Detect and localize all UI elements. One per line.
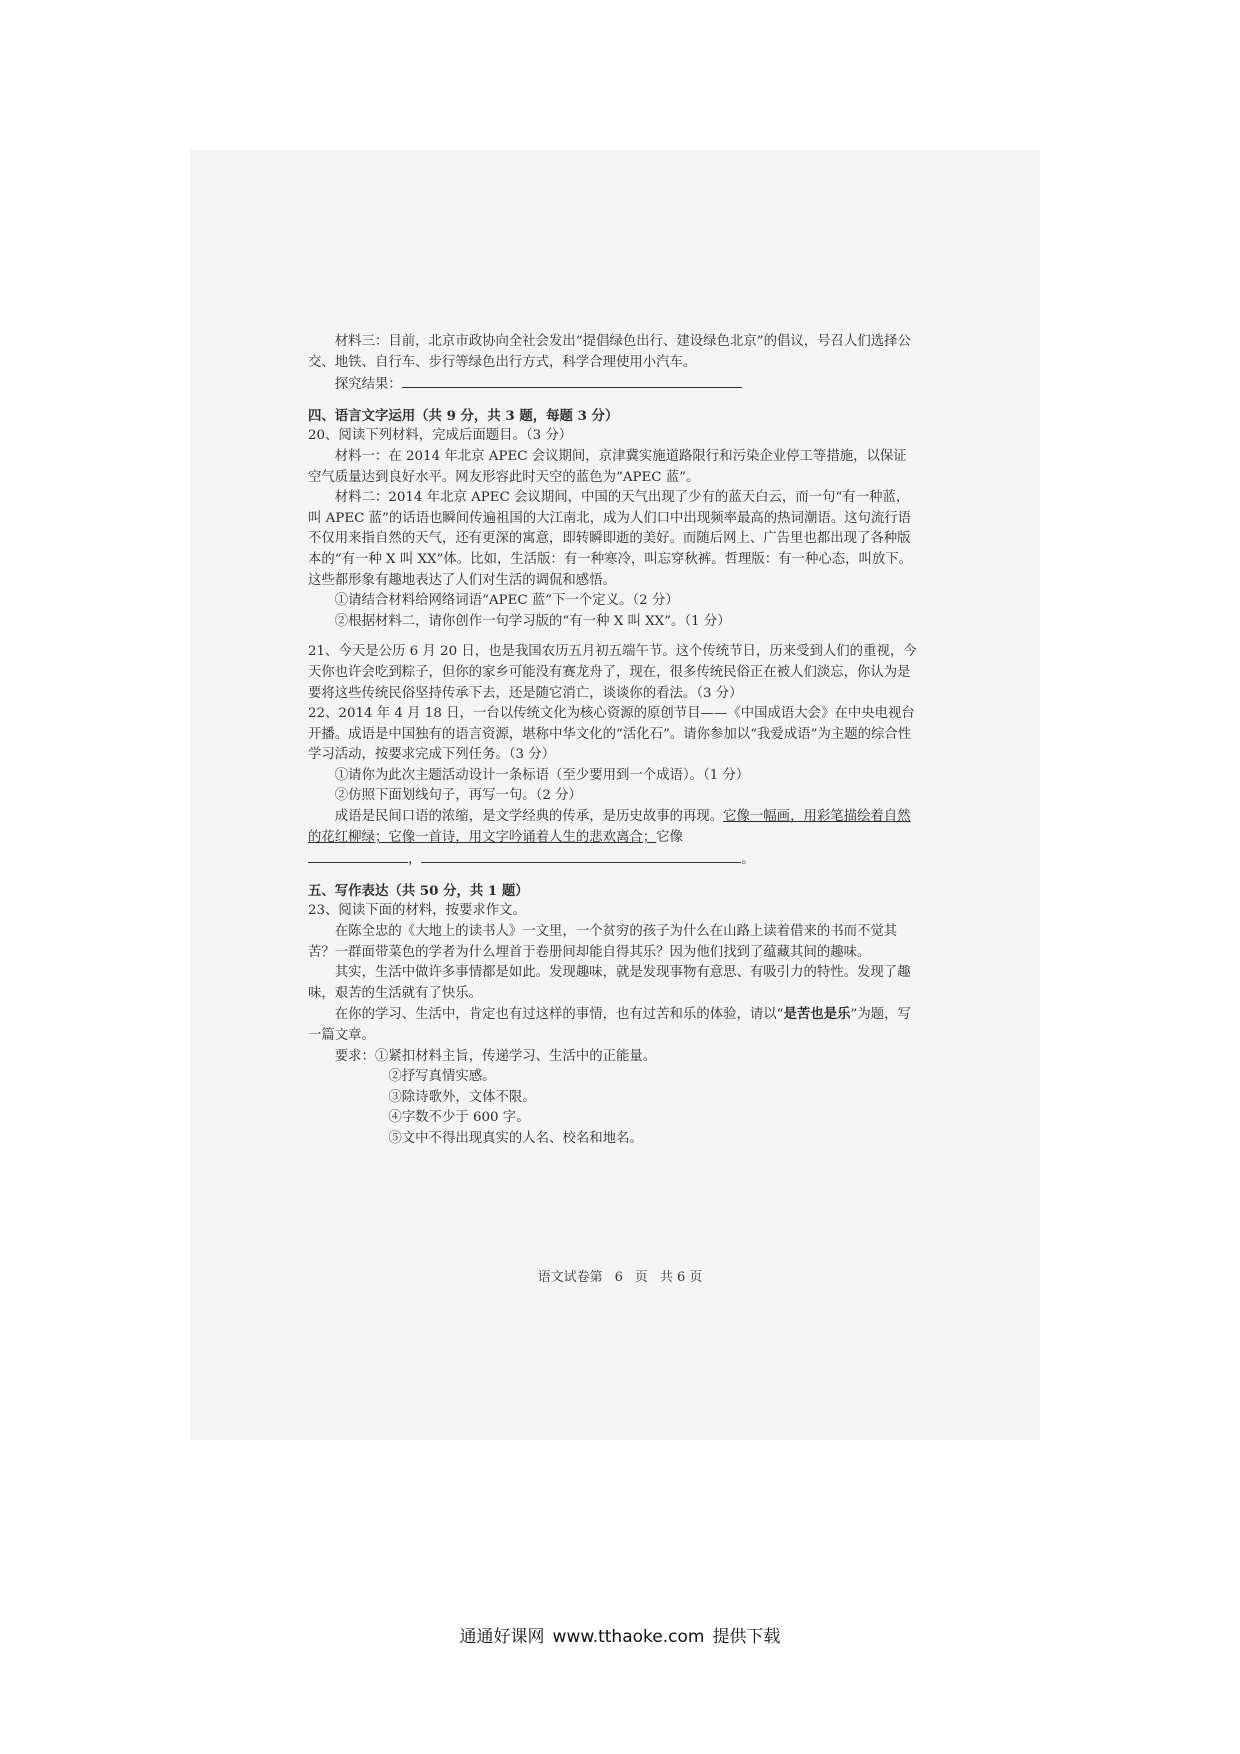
site-name: 通通好课网: [459, 1627, 545, 1647]
requirements-line: [308, 1047, 920, 1068]
q22-task-1: ①请你为此次主题活动设计一条标语（至少要用到一个成语）。（1 分）: [334, 767, 750, 783]
requirement-3: ③除诗歌外，文体不限。: [388, 1089, 536, 1105]
exam-content: [308, 332, 920, 1150]
page-footer: [0, 1266, 1240, 1285]
page-number: 6: [614, 1270, 623, 1285]
para3-after: ”为题，写一篇文章。: [308, 1007, 911, 1043]
q22-fill-line: [308, 848, 920, 871]
page-mid: 页: [634, 1270, 648, 1285]
q23-para-2: 其实，生活中做许多事情都是如此。发现趣味，就是发现事物有意思、有吸引力的特性。发现了趣味，艰苦的生活就有了快乐。: [308, 965, 911, 1001]
model-sentence-plain: 成语是民间口语的浓缩，是文学经典的传承，是历史故事的再现。: [334, 809, 724, 825]
section-4-heading: 四、语言文字运用（共 9 分，共 3 题，每题 3 分）: [308, 407, 619, 424]
requirement-4: ④字数不少于 600 字。: [388, 1110, 530, 1126]
requirements-label: 要求：: [334, 1048, 375, 1064]
requirement-2: ②抒写真情实感。: [388, 1069, 496, 1085]
site-url[interactable]: www.tthaoke.com: [552, 1627, 705, 1647]
page-prefix: 语文试卷第: [537, 1270, 603, 1285]
q20-material-2: 材料二：2014 年北京 APEC 会议期间，中国的天气出现了少有的蓝天白云，而一句“有一种蓝，叫 APEC 蓝”的话语也瞬间传遍祖国的大江南北，成为人们口中出现频率最高的热词潮语。这句流行语不仅用来指自然的天气，还有更深的寓意，即转瞬即逝的美好。而随后网上、广告里也都出现了各种版本的“有一种 X 叫 XX”体。比如，生活版：有一种寒冷，叫忘穿秋裤。哲理版：有一种心态，叫放下。这些都形象有趣地表达了人们对生活的调侃和感悟。: [308, 490, 913, 588]
fill-end: 。: [741, 852, 755, 868]
essay-title: 是苦也是乐: [783, 1006, 851, 1023]
result-line: [308, 373, 920, 396]
q20-material-1: 材料一：在 2014 年北京 APEC 会议期间，京津冀实施道路限行和污染企业停工等措施，以保证空气质量达到良好水平。网友形容此时天空的蓝色为“APEC 蓝”。: [308, 448, 907, 485]
para3-before: 在你的学习、生活中，肯定也有过这样的事情，也有过苦和乐的体验，请以“: [334, 1007, 784, 1023]
q20-task-1: ①请结合材料给网络词语“APEC 蓝”下一个定义。（2 分）: [334, 593, 679, 609]
q23-para-1: 在陈全忠的《大地上的读书人》一文里，一个贫穷的孩子为什么在山路上读着借来的书而不觉其苦？一群面带菜色的学者为什么埋首于卷册间却能自得其乐？因为他们找到了蕴藏其间的趣味。: [308, 924, 898, 960]
q20-task-2: ②根据材料二，请你创作一句学习版的“有一种 X 叫 XX”。（1 分）: [334, 613, 731, 629]
q22-stem: 22、2014 年 4 月 18 日，一台以传统文化为核心资源的原创节目——《中国成语大会》在中央电视台开播。成语是中国独有的语言资源，堪称中华文化的“活化石”。请你参加以“我爱成语”为主题的综合性学习活动，按要求完成下列任务。（3 分）: [308, 706, 915, 763]
section-5-heading: 五、写作表达（共 50 分，共 1 题）: [308, 882, 529, 899]
fill-blank-1: [308, 848, 408, 863]
requirement-1: ①紧扣材料主旨，传递学习、生活中的正能量。: [374, 1048, 657, 1064]
result-label: 探究结果：: [334, 377, 402, 393]
q22-task-2: ②仿照下面划线句子，再写一句。（2 分）: [334, 788, 582, 804]
fill-blank-2: [421, 848, 741, 863]
q22-model-sentence: [308, 807, 920, 848]
model-sentence-underlined: 它像一幅画，用彩笔描绘着自然的花红柳绿；它像一首诗，用文字吟诵着人生的悲欢离合；: [308, 809, 911, 845]
download-credit: [0, 1622, 1240, 1647]
q20-stem: 20、阅读下列材料，完成后面题目。（3 分）: [308, 428, 573, 444]
answer-blank: [402, 373, 742, 388]
download-text: 提供下载: [712, 1627, 781, 1647]
q23-stem: 23、阅读下面的材料，按要求作文。: [308, 903, 526, 919]
q23-para-3: [308, 1004, 920, 1046]
fill-comma: ，: [408, 852, 422, 868]
requirement-5: ⑤文中不得出现真实的人名、校名和地名。: [388, 1130, 643, 1146]
material-3: 材料三：目前，北京市政协向全社会发出“提倡绿色出行、建设绿色北京”的倡议，号召人们选择公交、地铁、自行车、步行等绿色出行方式，科学合理使用小汽车。: [308, 334, 911, 370]
q21: 21、今天是公历 6 月 20 日，也是我国农历五月初五端午节。这个传统节日，历来受到人们的重视，今天你也许会吃到粽子，但你的家乡可能没有赛龙舟了，现在，很多传统民俗正在被人们淡忘，你认为是要将这些传统民俗坚持传承下去，还是随它消亡，谈谈你的看法。（3 分）: [308, 644, 917, 701]
page-total: 共 6 页: [659, 1270, 703, 1285]
fill-start: 它像: [656, 829, 683, 845]
